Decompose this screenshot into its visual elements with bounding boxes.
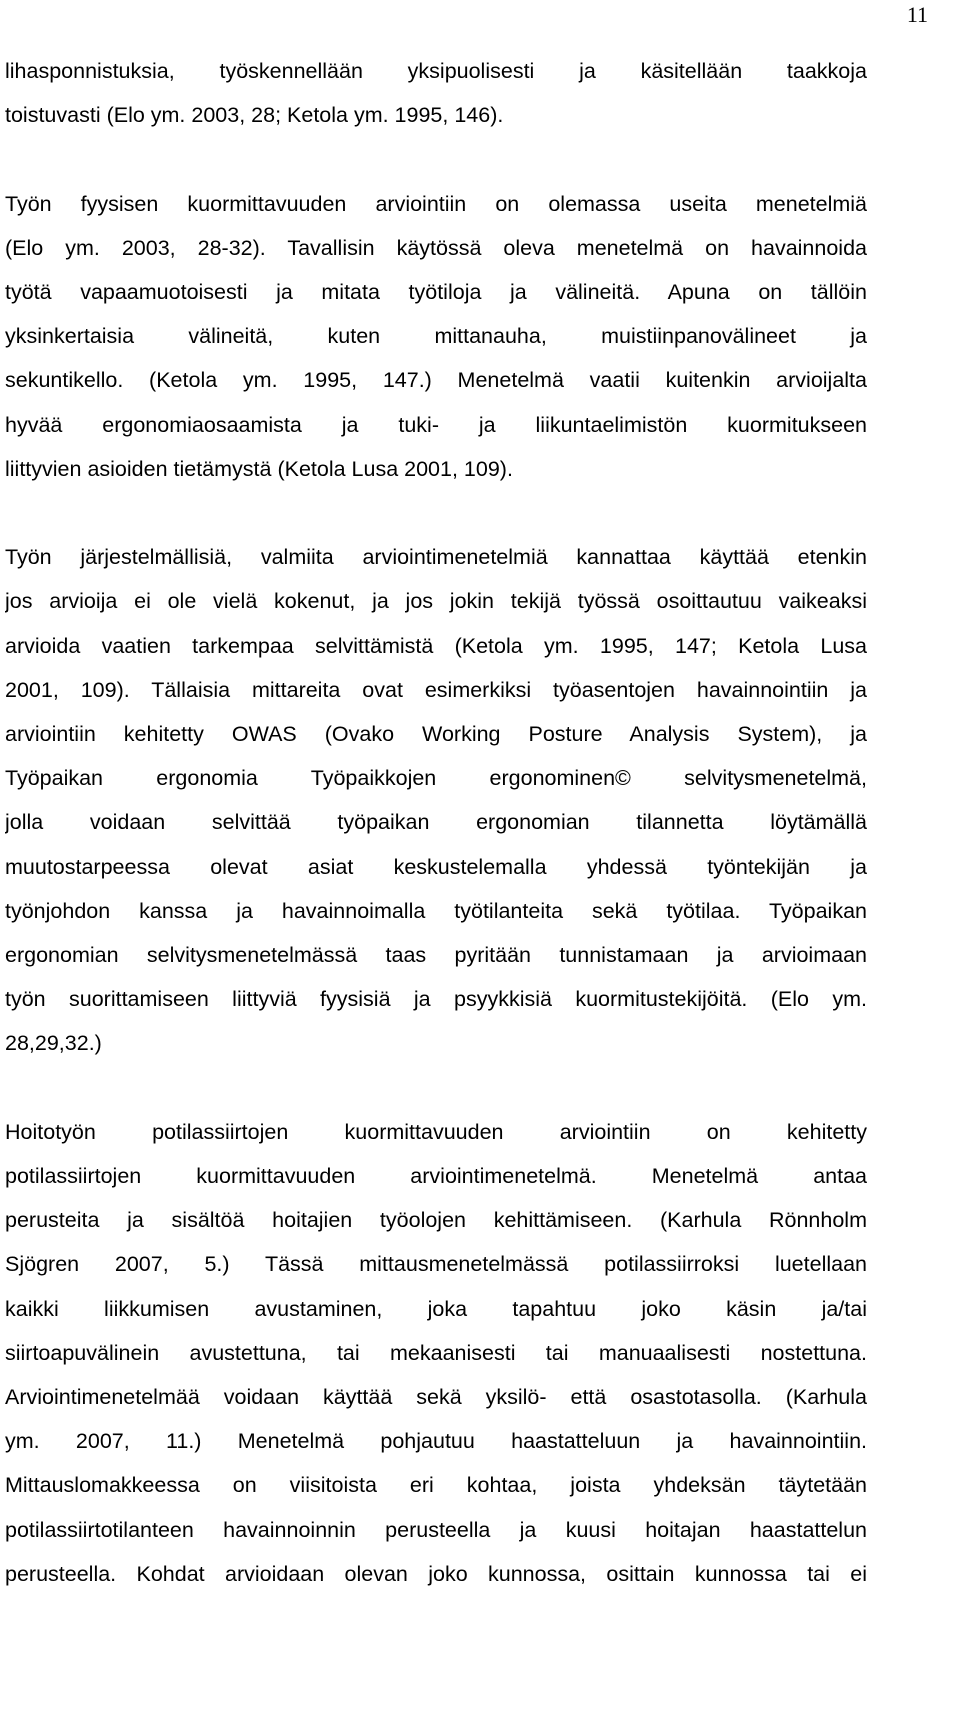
- text-line: Työn järjestelmällisiä, valmiita arviointimenetelmiä kannattaa käyttää etenkin: [5, 545, 867, 570]
- text-line: potilassiirtojen kuormittavuuden arviointimenetelmä. Menetelmä antaa: [5, 1164, 867, 1188]
- text-line: arvioida vaatien tarkempaa selvittämistä (Ketola ym. 1995, 147; Ketola Lusa: [5, 633, 867, 658]
- text-line: työtä vapaamuotoisesti ja mitata työtiloja ja välineitä. Apuna on tällöin: [5, 280, 867, 304]
- text-line: potilassiirtotilanteen havainnoinnin perusteella ja kuusi hoitajan haastattelun: [5, 1517, 867, 1542]
- text-line: Työpaikan ergonomia Työpaikkojen ergonominen© selvitysmenetelmä,: [5, 766, 867, 791]
- text-line: Arviointimenetelmää voidaan käyttää sekä yksilö- että osastotasolla. (Karhula: [5, 1385, 867, 1409]
- text-line: perusteita ja sisältöä hoitajien työolojen kehittämiseen. (Karhula Rönnholm: [5, 1208, 867, 1233]
- text-line: muutostarpeessa olevat asiat keskustelemalla yhdessä työntekijän ja: [5, 854, 867, 879]
- text-line: Mittauslomakkeessa on viisitoista eri kohtaa, joista yhdeksän täytetään: [5, 1473, 867, 1498]
- text-line: hyvää ergonomiaosaamista ja tuki- ja liikuntaelimistön kuormitukseen: [5, 412, 867, 437]
- text-line: siirtoapuvälinein avustettuna, tai mekaanisesti tai manuaalisesti nostettuna.: [5, 1340, 867, 1365]
- text-line: jos arvioija ei ole vielä kokenut, ja jos jokin tekijä työssä osoittautuu vaikeaksi: [5, 589, 867, 614]
- text-line: Sjögren 2007, 5.) Tässä mittausmenetelmässä potilassiirroksi luetellaan: [5, 1252, 867, 1277]
- text-line: ym. 2007, 11.) Menetelmä pohjautuu haastatteluun ja havainnointiin.: [5, 1429, 867, 1454]
- text-line: sekuntikello. (Ketola ym. 1995, 147.) Menetelmä vaatii kuitenkin arvioijalta: [5, 368, 867, 393]
- text-line: kaikki liikkumisen avustaminen, joka tapahtuu joko käsin ja/tai: [5, 1296, 867, 1321]
- text-line: ergonomian selvitysmenetelmässä taas pyritään tunnistamaan ja arvioimaan: [5, 943, 867, 967]
- page-number: 11: [906, 2, 928, 27]
- text-line: (Elo ym. 2003, 28-32). Tavallisin käytössä oleva menetelmä on havainnoida: [5, 235, 867, 260]
- text-line: yksinkertaisia välineitä, kuten mittanauha, muistiinpanovälineet ja: [5, 324, 867, 349]
- text-line: Hoitotyön potilassiirtojen kuormittavuuden arviointiin on kehitetty: [5, 1119, 867, 1144]
- text-line: työn suorittamiseen liittyviä fyysisiä ja psyykkisiä kuormitustekijöitä. (Elo ym.: [5, 987, 867, 1012]
- text-line: 2001, 109). Tällaisia mittareita ovat esimerkiksi työasentojen havainnointiin ja: [5, 677, 867, 702]
- text-line: Työn fyysisen kuormittavuuden arviointiin on olemassa useita menetelmiä: [5, 191, 867, 216]
- text-line: liittyvien asioiden tietämystä (Ketola Lusa 2001, 109).: [5, 456, 513, 481]
- text-line: jolla voidaan selvittää työpaikan ergonomian tilannetta löytämällä: [5, 810, 867, 835]
- text-line: perusteella. Kohdat arvioidaan olevan joko kunnossa, osittain kunnossa tai ei: [5, 1561, 867, 1586]
- text-line: 28,29,32.): [5, 1031, 102, 1056]
- text-line: työnjohdon kanssa ja havainnoimalla työtilanteita sekä työtilaa. Työpaikan: [5, 898, 867, 923]
- text-line: lihasponnistuksia, työskennellään yksipuolisesti ja käsitellään taakkoja: [5, 59, 867, 83]
- text-line: arviointiin kehitetty OWAS (Ovako Working Posture Analysis System), ja: [5, 722, 867, 746]
- text-line: toistuvasti (Elo ym. 2003, 28; Ketola ym. 1995, 146).: [5, 103, 504, 128]
